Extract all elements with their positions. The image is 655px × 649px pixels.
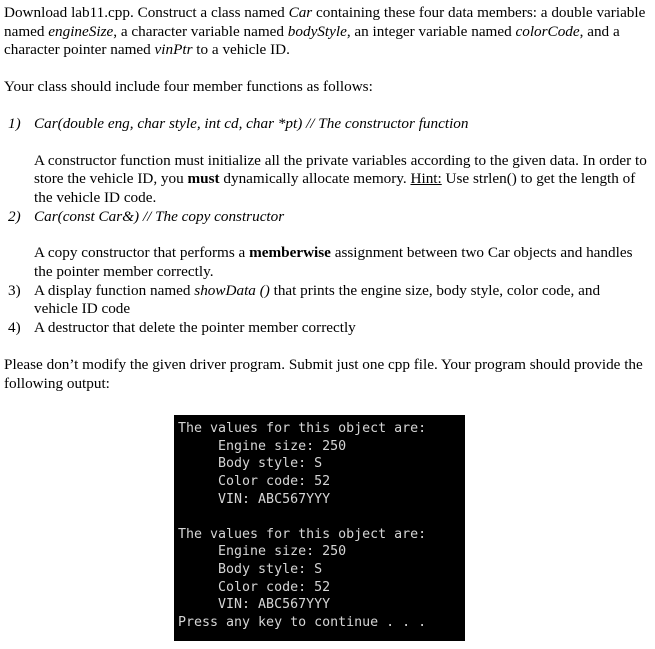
function-name-showdata: showData () [194, 281, 270, 299]
console-line: The values for this object are: [178, 421, 427, 437]
console-line: Engine size: 250 [178, 544, 347, 560]
class-name-car: Car [288, 4, 313, 21]
member-color-code: colorCode [515, 22, 580, 40]
list-item-1 [4, 115, 647, 134]
console-line: Press any key to continue . . . [178, 614, 427, 630]
intro-text-tail: to a vehicle ID. [192, 41, 290, 59]
item2-detail-bold-memberwise: memberwise [249, 244, 331, 262]
console-line: VIN: ABC567YYY [178, 491, 331, 507]
console-output-window [174, 415, 465, 641]
console-line [178, 508, 465, 526]
members-lead-paragraph: Your class should include four member functions as follows: [4, 78, 373, 96]
spacer [4, 60, 647, 78]
intro-text-after-engine: , a character variable named [113, 22, 288, 40]
list-item-1-number: 1) [8, 114, 21, 132]
item1-detail-before-bold: A constructor function must initialize all the private variables according to the given data. In order to store the vehicle ID, you [34, 151, 647, 188]
list-item-4 [4, 319, 647, 338]
list-item-3-text-after: that prints the engine size, body style, color code, and vehicle ID code [34, 281, 601, 318]
closing-paragraph: Please don’t modify the given driver program. Submit just one cpp file. Your program should provide the following output: [4, 355, 643, 392]
item1-detail-mid: dynamically allocate memory. [219, 170, 411, 188]
list-item-1-text: Car(double eng, char style, int cd, char *pt) // The constructor function [34, 114, 469, 132]
member-body-style: bodyStyle [287, 22, 347, 40]
console-line: Color code: 52 [178, 579, 331, 595]
spacer [4, 226, 647, 244]
console-line: VIN: ABC567YYY [178, 597, 331, 613]
console-line: Body style: S [178, 456, 323, 472]
list-item-3 [4, 282, 647, 319]
list-item-2-number: 2) [8, 207, 21, 225]
list-item-3-number: 3) [8, 281, 21, 299]
intro-text-after-body: , an integer variable named [346, 22, 516, 40]
member-engine-size: engineSize [48, 22, 114, 40]
console-line: Engine size: 250 [178, 438, 347, 454]
list-item-3-text-before: A display function named [34, 281, 195, 299]
intro-text-before-car: Download lab11.cpp. Construct a class named [4, 4, 289, 21]
console-line: Body style: S [178, 562, 323, 577]
list-item-1-detail [4, 152, 647, 208]
console-output-wrapper [4, 415, 647, 641]
spacer [4, 134, 647, 152]
item1-detail-after: Use strlen() to get the length of the vehicle ID code. [34, 170, 636, 206]
member-vin-ptr: vinPtr [154, 41, 193, 59]
item2-detail-after: assignment between two Car objects and handles the pointer member correctly. [34, 244, 633, 281]
spacer [4, 338, 647, 356]
console-line: Color code: 52 [178, 474, 331, 490]
console-line: The values for this object are: [178, 526, 427, 542]
spacer [4, 97, 647, 115]
list-item-2-detail [4, 244, 647, 281]
item1-detail-hint-label: Hint: [410, 170, 442, 188]
item2-detail-before-bold: A copy constructor that performs a [34, 244, 250, 262]
list-item-4-text: A destructor that delete the pointer member correctly [34, 319, 356, 337]
list-item-4-number: 4) [8, 319, 21, 337]
spacer [4, 393, 647, 411]
intro-paragraph [4, 4, 647, 60]
item1-detail-bold-must: must [187, 170, 220, 188]
list-item-2 [4, 208, 647, 227]
list-item-2-text: Car(const Car&) // The copy constructor [34, 207, 285, 225]
intro-text-after-car: containing these four data members: a double variable named [4, 4, 646, 40]
intro-text-after-color: , and a character pointer named [4, 22, 620, 59]
